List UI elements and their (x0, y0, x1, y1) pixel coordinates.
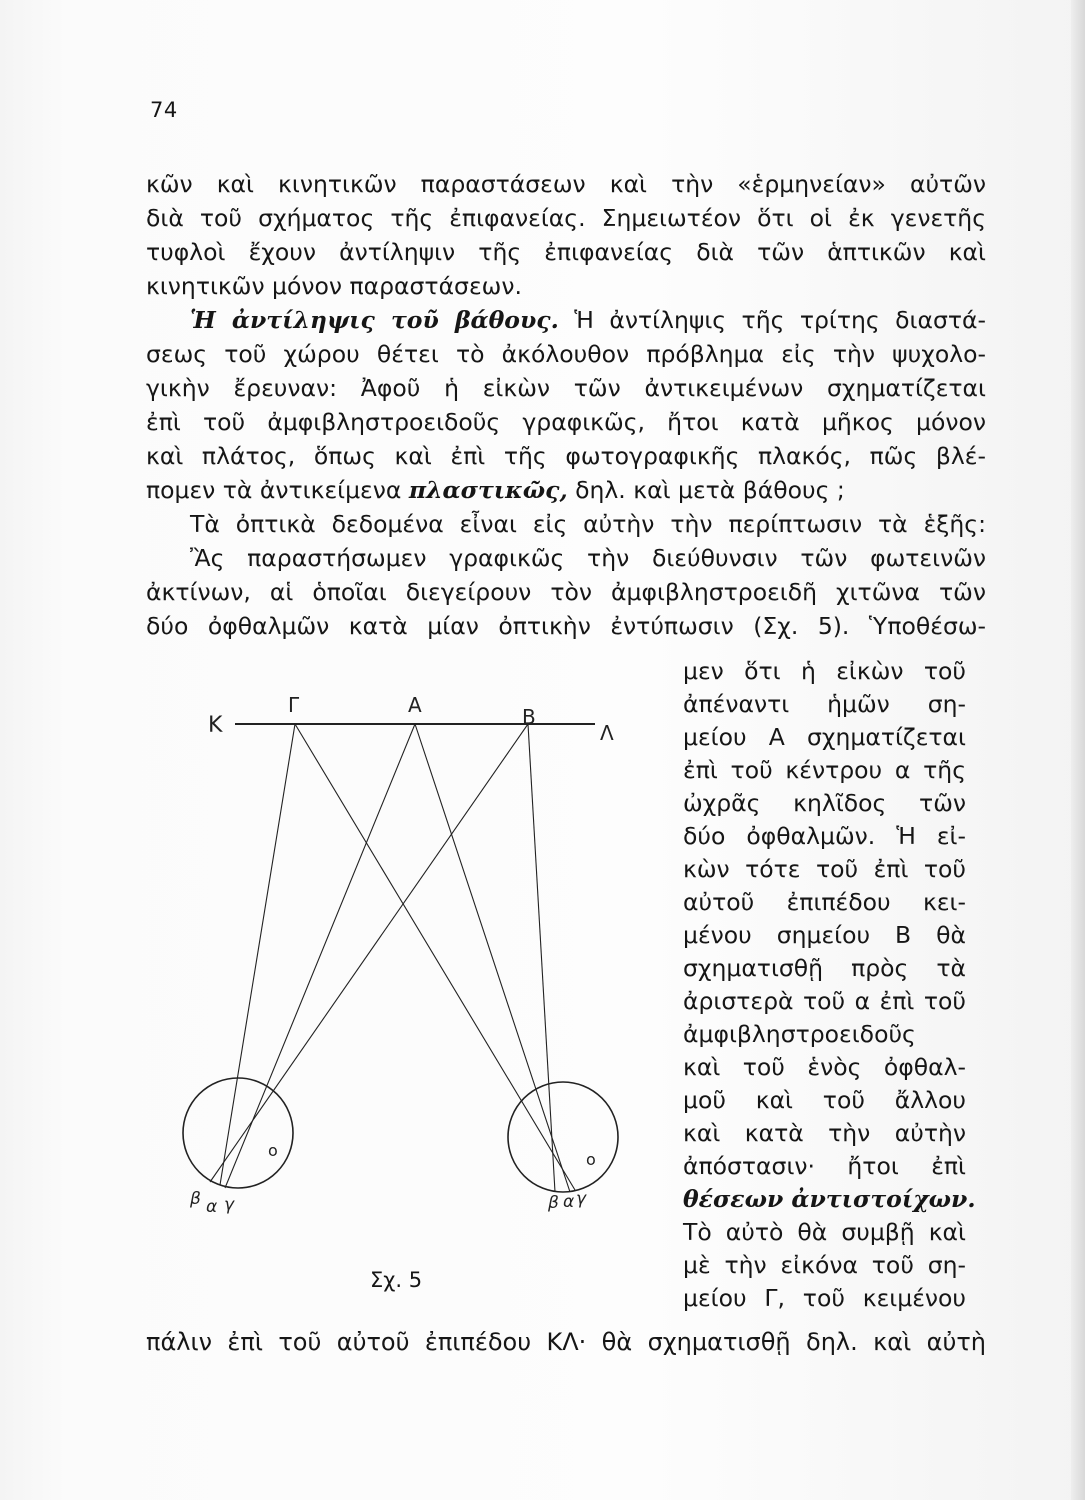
text-line: ἀκτίνων, αἱ ὁποῖαι διεγείρουν τὸν ἀμφιβληστροειδῆ χιτῶνα τῶν (146, 578, 986, 606)
side-line: Τὸ αὐτὸ θὰ συμβῇ καὶ (683, 1218, 966, 1246)
section-heading-italic: Ἡ ἀντίληψις τοῦ βάθους. (190, 306, 559, 334)
ray-g-right (295, 724, 575, 1190)
figure-5-diagram (180, 680, 620, 1240)
side-line: μὲ τὴν εἰκόνα τοῦ ση- (683, 1251, 966, 1279)
question-line (146, 476, 986, 505)
figure-caption: Σχ. 5 (370, 1268, 423, 1292)
side-line: μείου Α σχηματίζεται (683, 723, 966, 751)
text-line: ἐπὶ τοῦ ἀμφιβληστροειδοῦς γραφικῶς, ἤτοι κατὰ μῆκος μόνον (146, 408, 986, 436)
label-g: Γ (288, 693, 300, 717)
right-eye-center-label: ο (586, 1150, 596, 1169)
side-line: ἀμφιβληστροειδοῦς (683, 1020, 916, 1048)
text-line: κῶν καὶ κινητικῶν παραστάσεων καὶ τὴν «ἑρμηνείαν» αὐτῶν (146, 170, 986, 198)
left-eye-g-label: γ (224, 1195, 235, 1215)
text-line: Τὰ ὀπτικὰ δεδομένα εἶναι εἰς αὐτὴν τὴν περίπτωσιν τὰ ἑξῆς: (190, 510, 986, 538)
left-eye-a-label: α (206, 1197, 218, 1217)
side-line: ὠχρᾶς κηλῖδος τῶν (683, 789, 966, 817)
label-a: Α (408, 693, 422, 717)
text-line: τυφλοὶ ἔχουν ἀντίληψιν τῆς ἐπιφανείας διὰ τῶν ἁπτικῶν καὶ (146, 238, 986, 266)
page-edge-shadow (1071, 0, 1085, 1500)
side-line: κὼν τότε τοῦ ἐπὶ τοῦ (683, 855, 966, 883)
text-line: διὰ τοῦ σχήματος τῆς ἐπιφανείας. Σημειωτέον ὅτι οἱ ἐκ γενετῆς (146, 204, 986, 232)
question-text: πομεν τὰ ἀντικείμενα (146, 476, 402, 504)
ray-b-right (528, 724, 555, 1192)
side-line: ἐπὶ τοῦ κέντρου α τῆς (683, 756, 966, 784)
text-line: καὶ πλάτος, ὅπως καὶ ἐπὶ τῆς φωτογραφικῆς πλακός, πῶς βλέ- (146, 442, 986, 470)
right-eye-circle (508, 1082, 618, 1192)
section-heading-line (190, 306, 986, 335)
side-line: σχηματισθῇ πρὸς τὰ (683, 954, 966, 982)
text-line: κινητικῶν μόνον παραστάσεων. (146, 272, 522, 300)
question-text: δηλ. καὶ μετὰ βάθους ; (575, 476, 845, 504)
text-line-last: πάλιν ἐπὶ τοῦ αὐτοῦ ἐπιπέδου ΚΛ· θὰ σχηματισθῇ δηλ. καὶ αὐτὴ (146, 1328, 986, 1356)
page-number: 74 (150, 98, 178, 122)
question-italic: πλαστικῶς, (408, 476, 568, 504)
text-line: Ἂς παραστήσωμεν γραφικῶς τὴν διεύθυνσιν τῶν φωτεινῶν (190, 544, 986, 572)
label-l: Λ (600, 721, 614, 745)
right-eye-a-label: α (563, 1192, 575, 1212)
left-eye-b-label: β (190, 1189, 201, 1209)
side-line: μένου σημείου Β θὰ (683, 921, 966, 949)
right-eye-g-label: γ (576, 1189, 587, 1209)
side-line: καὶ τοῦ ἑνὸς ὀφθαλ- (683, 1053, 966, 1081)
text-line: δύο ὀφθαλμῶν κατὰ μίαν ὀπτικὴν ἐντύπωσιν (Σχ. 5). Ὑποθέσω- (146, 612, 986, 640)
text-line: σεως τοῦ χώρου θέτει τὸ ἀκόλουθον πρόβλημα εἰς τὴν ψυχολο- (146, 340, 986, 368)
side-line: μεν ὅτι ἡ εἰκὼν τοῦ (683, 657, 966, 685)
side-line: μοῦ καὶ τοῦ ἄλλου (683, 1086, 966, 1114)
side-line: δύο ὀφθαλμῶν. Ἡ εἰ- (683, 822, 966, 850)
side-line: καὶ κατὰ τὴν αὐτὴν (683, 1119, 966, 1147)
side-line: μείου Γ, τοῦ κειμένου (683, 1284, 966, 1312)
section-heading-text: Ἡ ἀντίληψις τῆς τρίτης διαστά- (574, 306, 986, 334)
text-line: γικὴν ἔρευναν: Ἀφοῦ ἡ εἰκὼν τῶν ἀντικειμένων σχηματίζεται (146, 374, 986, 402)
ray-g-left (220, 724, 295, 1185)
right-eye-b-label: β (548, 1193, 559, 1213)
label-k: Κ (208, 713, 223, 738)
label-b: Β (522, 705, 536, 729)
side-line-italic: θέσεων ἀντιστοίχων. (683, 1185, 976, 1213)
ray-a-right (415, 724, 570, 1192)
side-line: ἀπόστασιν· ἤτοι ἐπὶ (683, 1152, 966, 1180)
left-eye-center-label: ο (268, 1141, 278, 1160)
side-line: αὐτοῦ ἐπιπέδου κει- (683, 888, 966, 916)
left-eye-circle (183, 1078, 293, 1188)
side-line: ἀπέναντι ἡμῶν ση- (683, 690, 966, 718)
side-line: ἀριστερὰ τοῦ α ἐπὶ τοῦ (683, 987, 966, 1015)
